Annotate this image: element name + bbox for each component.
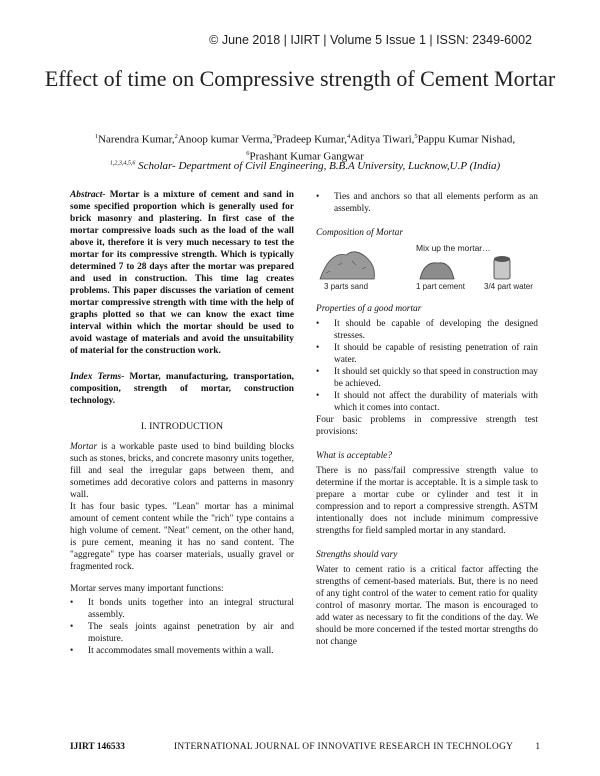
footer-journal-name: INTERNATIONAL JOURNAL OF INNOVATIVE RESEARCH IN TECHNOLOGY [174,742,514,752]
author-name: Anoop kumar Verma, [177,133,273,146]
strengths-text: Water to cement ratio is a critical factor affecting the strengths of cement-based materials. But, there is no need of any tight control of the water to cement ratio for quality control of masonry mortar. The mason is encouraged to add water as necessary to fit the conditions of the day. We should be more concerned if the tested mortar strengths do not change [316,565,538,647]
footer-paper-id: IJIRT 146533 [70,742,125,752]
list-item: • It should be capable of developing the designed stresses. [316,318,538,342]
intro-paragraph-2: It has four basic types. "Lean" mortar has a minimal amount of cement content while the "rich" type contains a high volume of cement. "Neat" cement, on the other hand, is pure cement, meaning it has no sand content. The "aggregate" type has coarser materials, usually gravel or fragmented rock. [70,502,294,572]
right-column [316,189,538,648]
author-sup: 6 [246,149,250,157]
author-name: Prashant Kumar Gangwar [249,150,364,163]
mortar-mix-figure [316,243,538,291]
functions-list-continued [316,191,538,215]
intro-text: is a workable paste used to bind building blocks such as stones, bricks, and concrete masonry units together, fill and seal the irregular gaps between them, and sometimes add decorative colors and patterns in masonry wall. [70,442,294,500]
list-item: • The seals joints against penetration by air and moisture. [70,621,294,645]
author-sup: 4 [346,133,351,140]
properties-heading: Properties of a good mortar [316,304,422,314]
abstract [70,189,294,357]
section-heading-introduction: I. INTRODUCTION [140,421,224,432]
strengths-heading: Strengths should vary [316,550,398,560]
intro-lead-word: Mortar [70,442,98,452]
figure-label-sand: 3 parts sand [324,282,369,291]
cement-pile-icon [420,263,454,279]
journal-header: © June 2018 | IJIRT | Volume 5 Issue 1 | ISSN: 2349-6002 [209,33,532,47]
water-surface-icon [494,256,510,262]
list-item: • It accommodates small movements within a wall. [70,645,294,657]
author-sup: 5 [414,133,418,140]
mortar-mix-illustration [316,243,538,291]
intro-paragraph-1 [70,441,294,501]
problems-text: Four basic problems in compressive strength test provisions: [316,415,538,437]
figure-caption-top: Mix up the mortar… [416,243,491,253]
list-item: • It should be capable of resisting penetration of rain water. [316,342,538,366]
affiliation-text: Scholar- Department of Civil Engineering, B.B.A University, Lucknow,U.P (India) [138,160,501,172]
list-item: • Ties and anchors so that all elements perform as an assembly. [316,191,538,215]
affiliation [70,160,540,172]
index-terms-label: Index Terms- [70,372,125,382]
sand-pile-icon [320,252,374,279]
index-terms [70,371,294,407]
footer-page-number: 1 [535,742,540,752]
abstract-label: Abstract- [70,190,106,200]
composition-heading: Composition of Mortar [316,228,403,238]
functions-intro: Mortar serves many important functions: [70,584,224,594]
list-item: • It bonds units together into an integral structural assembly. [70,597,294,621]
acceptable-text: There is no pass/fail compressive strength value to determine if the mortar is acceptable. It is a simple task to prepare a mortar cube or cylinder and test it in compression and to report a compressive strength. ASTM intentionally does not include minimum compressive strengths for field sampled mortar in any standard. [316,466,538,536]
author-sup: 3 [272,133,276,140]
list-item: • It should not affect the durability of materials with which it comes into contact. [316,390,538,414]
paper-title: Effect of time on Compressive strength of Cement Mortar [44,66,556,91]
figure-label-water: 3/4 part water [484,282,533,291]
list-item: • It should set quickly so that speed in construction may be achieved. [316,366,538,390]
properties-list [316,318,538,414]
author-sup: 1 [94,133,99,140]
left-column [70,189,294,657]
author-name: Pradeep Kumar, [275,133,347,146]
author-name: Pappu Kumar Nishad, [417,133,516,146]
author-name: Narendra Kumar, [98,133,175,146]
index-terms-text: Mortar, manufacturing, transportation, composition, strength of mortar, construction technology. [70,372,294,406]
acceptable-heading: What is acceptable? [316,451,393,461]
author-sup: 2 [174,133,178,140]
figure-label-cement: 1 part cement [416,282,465,291]
functions-list [70,597,294,657]
abstract-text: Mortar is a mixture of cement and sand in some specified proportion which is generally used for brick masonry and plastering. In first case of the mortar compressive loads such as the load of the wall above it, therefore it is very much necessary to test the mortar for its compressive strength. Which is typically determined 7 to 28 days after the mortar was prepared and used in construction. This time lag creates problems. This paper discusses the variation of cement mortar compressive strength with time with the help of graphs plotted so that we can know the exact time interval within which the mortar should be used to avoid wastage of materials and avoid the unsuitability of material for the construction work. [70,190,294,356]
author-list [70,130,540,163]
affiliation-sup: 1,2,3,4,5,6 [109,160,136,167]
author-name: Aditya Tiwari, [350,133,415,146]
